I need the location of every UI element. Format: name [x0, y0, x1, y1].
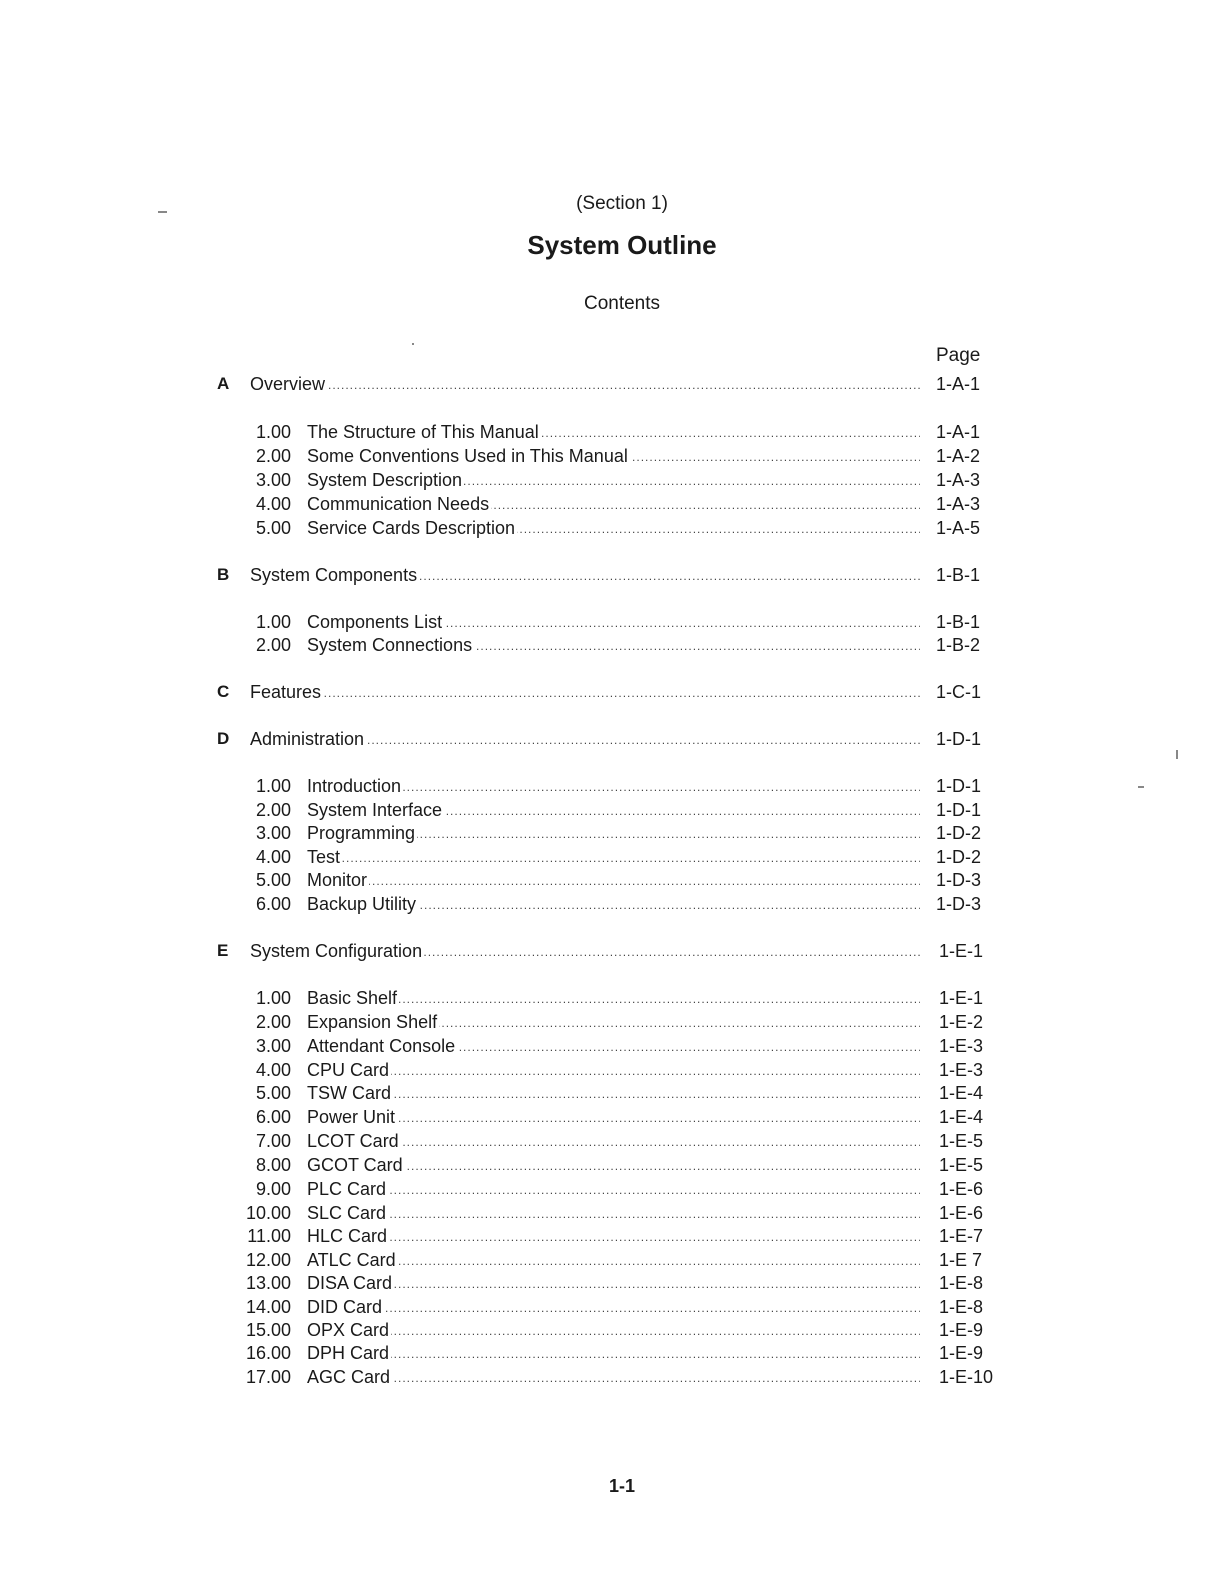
toc-entry-title-text: Some Conventions Used in This Manual: [307, 446, 628, 466]
toc-entry-title: [250, 728, 920, 750]
toc-entry-title: [307, 1059, 920, 1081]
toc-entry-title: [307, 893, 920, 915]
toc-section-letter: A: [217, 374, 230, 393]
toc-entry-title: [307, 1011, 920, 1033]
toc-item-row: [217, 1154, 1007, 1176]
toc-entry-title: [307, 987, 920, 1009]
toc-item-number: 12.00: [245, 1250, 291, 1270]
toc-entry-title: [307, 445, 920, 467]
toc-section-row: [217, 564, 1007, 586]
toc-page-ref: 1-D-1: [936, 776, 982, 796]
toc-entry-title: [307, 1178, 920, 1200]
toc-item-number: 5.00: [255, 518, 291, 538]
toc-item-row: [217, 822, 1007, 844]
scan-speck: [1176, 750, 1178, 759]
toc-item-row: [217, 1106, 1007, 1128]
toc-entry-title-text: System Components: [250, 565, 418, 585]
toc-entry-title-text: PLC Card: [307, 1179, 387, 1199]
toc-item-number: 14.00: [245, 1297, 291, 1317]
scan-speck: [1138, 786, 1144, 788]
toc-page-ref: 1-E-8: [939, 1273, 984, 1293]
toc-page-ref: 1-E-9: [939, 1343, 984, 1363]
toc-page-ref: 1-E-5: [939, 1155, 984, 1175]
toc-item-row: [217, 1366, 1007, 1388]
toc-page-ref: 1-E-8: [939, 1297, 984, 1317]
toc-entry-title-text: Features: [250, 682, 322, 702]
toc-item-number: 13.00: [245, 1273, 291, 1293]
toc-item-row: [217, 634, 1007, 656]
toc-page-ref: 1-E-10: [939, 1367, 994, 1387]
toc-entry-title-text: Power Unit: [307, 1107, 396, 1127]
toc-item-row: [217, 1130, 1007, 1152]
toc-item-number: 17.00: [245, 1367, 291, 1387]
toc-page-ref: 1-E 7: [939, 1250, 983, 1270]
toc-item-row: [217, 493, 1007, 515]
toc-entry-title-text: Communication Needs: [307, 494, 490, 514]
toc-item-number: 2.00: [255, 1012, 291, 1032]
toc-page-ref: 1-D-2: [936, 847, 982, 867]
toc-entry-title: [307, 822, 920, 844]
toc-item-row: [217, 799, 1007, 821]
toc-item-row: [217, 1319, 1007, 1341]
toc-item-number: 3.00: [255, 823, 291, 843]
toc-entry-title-text: GCOT Card: [307, 1155, 403, 1175]
toc-entry-title: [307, 1130, 920, 1152]
toc-item-row: [217, 1272, 1007, 1294]
toc-item-number: 1.00: [255, 776, 291, 796]
toc-item-number: 4.00: [255, 1060, 291, 1080]
toc-page-ref: 1-D-3: [936, 870, 982, 890]
scan-speck: [158, 211, 167, 213]
toc-entry-title: [250, 564, 920, 586]
toc-entry-title: [307, 1082, 920, 1104]
toc-section-letter: D: [217, 729, 230, 748]
toc-item-row: [217, 1178, 1007, 1200]
toc-page-ref: 1-E-6: [939, 1179, 984, 1199]
toc-entry-title-text: DPH Card: [307, 1343, 390, 1363]
toc-item-number: 8.00: [255, 1155, 291, 1175]
toc-item-number: 4.00: [255, 847, 291, 867]
page-number-footer: 1-1: [608, 1476, 635, 1496]
toc-item-number: 5.00: [255, 1083, 291, 1103]
toc-entry-title-text: Basic Shelf: [307, 988, 398, 1008]
toc-entry-title-text: Service Cards Description: [307, 518, 516, 538]
toc-item-row: [217, 1296, 1007, 1318]
toc-page-ref: 1-B-1: [936, 612, 981, 632]
toc-item-number: 2.00: [255, 635, 291, 655]
toc-page-ref: 1-E-4: [939, 1107, 984, 1127]
toc-item-number: 2.00: [255, 800, 291, 820]
toc-page-ref: 1-E-5: [939, 1131, 984, 1151]
toc-item-row: [217, 1082, 1007, 1104]
toc-page-ref: 1-A-1: [936, 374, 981, 394]
toc-section-letter: C: [217, 682, 230, 701]
toc-entry-title: [307, 1319, 920, 1341]
toc-entry-title-text: AGC Card: [307, 1367, 391, 1387]
toc-item-number: 1.00: [255, 988, 291, 1008]
toc-entry-title-text: System Interface: [307, 800, 443, 820]
toc-entry-title-text: Overview: [250, 374, 326, 394]
toc-entry-title-text: Expansion Shelf: [307, 1012, 438, 1032]
toc-entry-title: [307, 799, 920, 821]
toc-entry-title-text: DID Card: [307, 1297, 383, 1317]
toc-entry-title-text: System Description: [307, 470, 463, 490]
toc-page-ref: 1-E-9: [939, 1320, 984, 1340]
toc-entry-title-text: Attendant Console: [307, 1036, 456, 1056]
toc-entry-title: [307, 517, 920, 539]
toc-entry-title: [307, 775, 920, 797]
toc-item-number: 2.00: [255, 446, 291, 466]
toc-entry-title: [307, 611, 920, 633]
toc-page-ref: 1-E-3: [939, 1060, 984, 1080]
toc-page-ref: 1-C-1: [936, 682, 982, 702]
toc-entry-title: [307, 1035, 920, 1057]
toc-page-ref: 1-D-3: [936, 894, 982, 914]
toc-section-letter: E: [217, 941, 229, 960]
toc-item-row: [217, 445, 1007, 467]
toc-item-row: [217, 517, 1007, 539]
toc-page-ref: 1-A-5: [936, 518, 981, 538]
toc-item-row: [217, 1249, 1007, 1271]
contents-label: Contents: [583, 293, 661, 314]
toc-section-letter: B: [217, 565, 230, 584]
toc-item-row: [217, 846, 1007, 868]
toc-page-ref: 1-E-3: [939, 1036, 984, 1056]
toc-entry-title: [250, 940, 920, 962]
toc-page-ref: 1-A-3: [936, 470, 981, 490]
toc-section-row: [217, 940, 1007, 962]
toc-entry-title: [307, 634, 920, 656]
toc-entry-title: [307, 1202, 920, 1224]
toc-entry-title: [250, 373, 920, 395]
toc-item-row: [217, 1059, 1007, 1081]
toc-entry-title: [307, 421, 920, 443]
toc-entry-title: [307, 1225, 920, 1247]
toc-item-row: [217, 1342, 1007, 1364]
toc-entry-title-text: System Configuration: [250, 941, 423, 961]
toc-item-number: 7.00: [255, 1131, 291, 1151]
toc-page-ref: 1-E-7: [939, 1226, 984, 1246]
toc-item-number: 6.00: [255, 894, 291, 914]
toc-item-number: 3.00: [255, 470, 291, 490]
toc-section-row: [217, 728, 1007, 750]
toc-entry-title-text: Programming: [307, 823, 416, 843]
toc-page-ref: 1-A-1: [936, 422, 981, 442]
toc-entry-title-text: Components List: [307, 612, 443, 632]
toc-section-row: [217, 681, 1007, 703]
section-label: (Section 1): [576, 193, 668, 214]
toc-section-row: [217, 373, 1007, 395]
toc-item-number: 1.00: [255, 422, 291, 442]
toc-entry-title: [307, 1249, 920, 1271]
toc-entry-title-text: OPX Card: [307, 1320, 390, 1340]
toc-entry-title-text: ATLC Card: [307, 1250, 396, 1270]
toc-entry-title: [307, 846, 920, 868]
toc-entry-title-text: DISA Card: [307, 1273, 393, 1293]
toc-entry-title-text: SLC Card: [307, 1203, 387, 1223]
toc-page-ref: 1-E-4: [939, 1083, 984, 1103]
toc-page-ref: 1-E-6: [939, 1203, 984, 1223]
toc-item-row: [217, 1035, 1007, 1057]
toc-entry-title-text: TSW Card: [307, 1083, 392, 1103]
toc-page-ref: 1-A-3: [936, 494, 981, 514]
toc-entry-title: [307, 469, 920, 491]
toc-page-ref: 1-E-1: [939, 988, 984, 1008]
toc-item-row: [217, 893, 1007, 915]
toc-item-number: 6.00: [255, 1107, 291, 1127]
toc-item-row: [217, 775, 1007, 797]
toc-item-number: 10.00: [245, 1203, 291, 1223]
toc-page-ref: 1-D-2: [936, 823, 982, 843]
toc-page-ref: 1-E-2: [939, 1012, 984, 1032]
toc-entry-title-text: Introduction: [307, 776, 402, 796]
toc-entry-title: [307, 493, 920, 515]
toc-entry-title: [307, 1154, 920, 1176]
toc-entry-title-text: The Structure of This Manual: [307, 422, 539, 442]
toc-item-number: 4.00: [255, 494, 291, 514]
toc-entry-title: [307, 1106, 920, 1128]
toc-entry-title: [307, 869, 920, 891]
toc-entry-title-text: CPU Card: [307, 1060, 390, 1080]
toc-entry-title-text: System Connections: [307, 635, 473, 655]
toc-item-row: [217, 469, 1007, 491]
toc-item-number: 5.00: [255, 870, 291, 890]
toc-entry-title-text: Administration: [250, 729, 365, 749]
toc-page-ref: 1-A-2: [936, 446, 981, 466]
toc-item-row: [217, 1202, 1007, 1224]
toc-item-row: [217, 1225, 1007, 1247]
toc-item-row: [217, 987, 1007, 1009]
toc-entry-title: [307, 1342, 920, 1364]
toc-page-ref: 1-B-2: [936, 635, 981, 655]
toc-item-row: [217, 611, 1007, 633]
toc-page-ref: 1-D-1: [936, 729, 982, 749]
toc-item-number: 3.00: [255, 1036, 291, 1056]
toc-item-row: [217, 421, 1007, 443]
toc-entry-title: [250, 681, 920, 703]
toc-entry-title-text: Test: [307, 847, 341, 867]
page-column-label: Page: [936, 345, 981, 366]
toc-item-number: 15.00: [245, 1320, 291, 1340]
toc-entry-title-text: Backup Utility: [307, 894, 417, 914]
toc-page-ref: 1-E-1: [939, 941, 984, 961]
toc-item-number: 9.00: [255, 1179, 291, 1199]
toc-entry-title-text: LCOT Card: [307, 1131, 399, 1151]
toc-page-ref: 1-D-1: [936, 800, 982, 820]
toc-entry-title: [307, 1366, 920, 1388]
toc-item-number: 11.00: [247, 1226, 291, 1246]
toc-entry-title-text: Monitor: [307, 870, 368, 890]
toc-entry-title: [307, 1272, 920, 1294]
toc-item-row: [217, 1011, 1007, 1033]
toc-page-ref: 1-B-1: [936, 565, 981, 585]
page-title: System Outline: [527, 230, 717, 260]
toc-entry-title: [307, 1296, 920, 1318]
toc-item-number: 16.00: [245, 1343, 291, 1363]
scan-speck: [412, 343, 414, 345]
toc-entry-title-text: HLC Card: [307, 1226, 388, 1246]
toc-item-row: [217, 869, 1007, 891]
toc-item-number: 1.00: [255, 612, 291, 632]
